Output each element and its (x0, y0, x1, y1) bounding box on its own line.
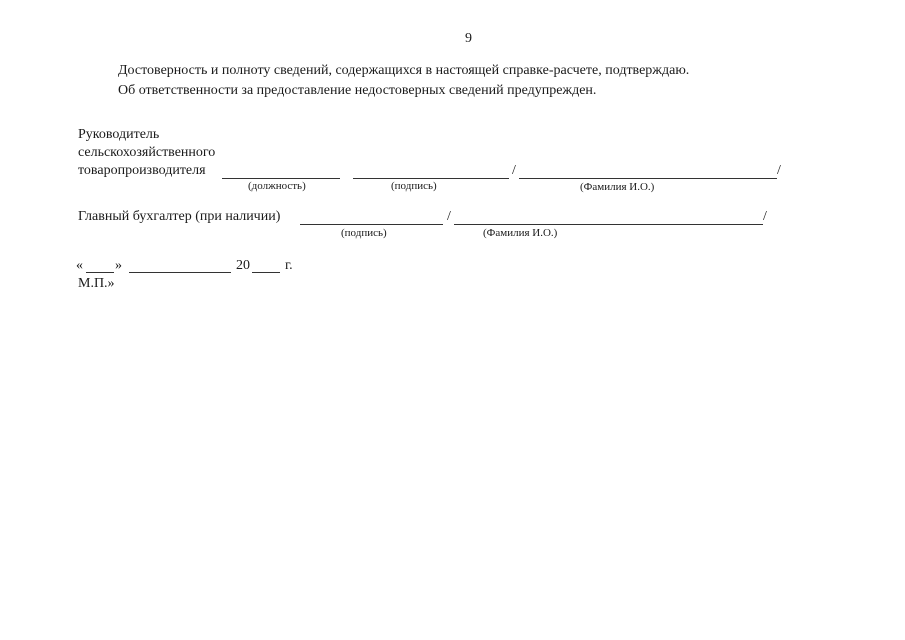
page-number: 9 (465, 31, 472, 46)
head-slash-close: / (777, 163, 781, 178)
accountant-name-field[interactable] (454, 224, 763, 225)
caption-position: (должность) (248, 180, 306, 192)
date-open-quote: « (76, 258, 83, 273)
caption-head-name: (Фамилия И.О.) (580, 181, 655, 193)
date-year-field[interactable] (252, 272, 280, 273)
confirmation-statement: Достоверность и полноту сведений, содержащихся в настоящей справке-расчете, подтверждаю. (118, 63, 690, 78)
date-year-suffix: г. (285, 258, 293, 273)
accountant-signature-field[interactable] (300, 224, 443, 225)
date-day-field[interactable] (86, 272, 114, 273)
responsibility-statement: Об ответственности за предоставление недостоверных сведений предупрежден. (118, 83, 597, 98)
head-slash-open: / (512, 163, 516, 178)
date-close-quote: » (115, 258, 122, 273)
caption-accountant-name: (Фамилия И.О.) (483, 227, 558, 239)
head-label-line-2: сельскохозяйственного (78, 145, 216, 160)
head-signature-field[interactable] (353, 178, 509, 179)
caption-head-signature: (подпись) (391, 180, 437, 192)
head-label-line-1: Руководитель (78, 127, 160, 142)
caption-accountant-signature: (подпись) (341, 227, 387, 239)
head-label-line-3: товаропроизводителя (78, 163, 206, 178)
head-position-field[interactable] (222, 178, 340, 179)
date-month-field[interactable] (129, 272, 231, 273)
accountant-slash-close: / (763, 209, 767, 224)
date-year-prefix: 20 (236, 258, 250, 273)
accountant-slash-open: / (447, 209, 451, 224)
accountant-label: Главный бухгалтер (при наличии) (78, 209, 281, 224)
stamp-place: М.П.» (78, 276, 115, 291)
head-name-field[interactable] (519, 178, 777, 179)
